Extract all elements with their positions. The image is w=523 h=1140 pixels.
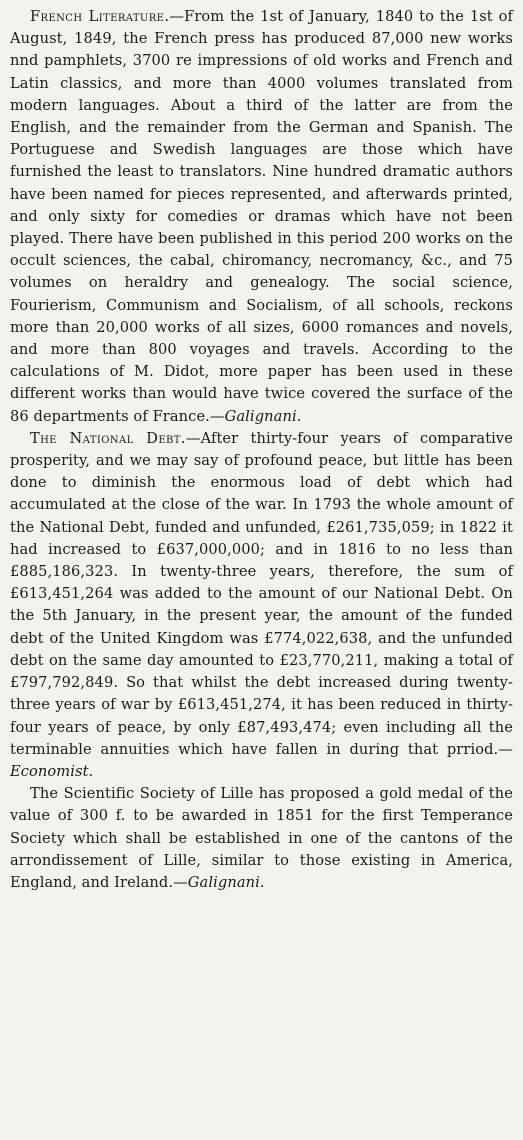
article-french-literature: [10, 6, 513, 428]
article-national-debt: [10, 428, 513, 783]
article-lille-temperance: [10, 783, 513, 894]
article-source: Galignani.: [224, 407, 302, 425]
article-body: —From the 1st of January, 1840 to the 1st of August, 1849, the French press has produced 87,000 new works nnd pamphlets, 3700 re impressions of old works and French and Latin classics, and more than 4000 volumes translated from modern languages. About a third of the latter are from the English, and the remainder from the German and Spanish. The Portuguese and Swedish languages are those which have furnished the least to translators. Nine hundred dramatic authors have been named for pieces represented, and afterwards printed, and only sixty for comedies or dramas which have not been played. There have been published in this period 200 works on the occult sciences, the cabal, chiromancy, necromancy, &c., and 75 volumes on heraldry and genealogy. The social science, Fourierism, Communism and Socialism, of all schools, reckons more than 20,000 works of all sizes, 6000 romances and novels, and more than 800 voyages and travels. According to the calculations of M. Didot, more paper has been used in these different works than would have twice covered the surface of the 86 departments of France.—: [10, 8, 514, 425]
article-source: Galignani.: [187, 873, 265, 891]
article-source: Economist.: [10, 762, 94, 780]
article-heading: The National Debt.: [30, 429, 186, 447]
article-body: The Scientific Society of Lille has proposed a gold medal of the value of 300 f. to be awarded in 1851 for the first Temperance Society which shall be established in one of the cantons of the arrondissement of Lille, similar to those existing in America, England, and Ireland.—: [10, 785, 513, 891]
article-body: —After thirty-four years of comparative prosperity, and we may say of profound peace, but little has been done to diminish the enormous load of debt which had accumulated at the close of the war. In 1793 the whole amount of the National Debt, funded and unfunded, £261,735,059; in 1822 it had increased to £637,000,000; and in 1816 to no less than £885,186,323. In twenty-three years, therefore, the sum of £613,451,264 was added to the amount of our National Debt. On the 5th January, in the present year, the amount of the funded debt of the United Kingdom was £774,022,638, and the unfunded debt on the same day amounted to £23,770,211, making a total of £797,792,849. So that whilst the debt increased during twenty-three years of war by £613,451,274, it has been reduced in thirty-four years of peace, by only £87,493,474; even including all the terminable annuities which have fallen in during that prriod.—: [10, 429, 514, 758]
article-heading: French Literature.: [30, 8, 170, 25]
